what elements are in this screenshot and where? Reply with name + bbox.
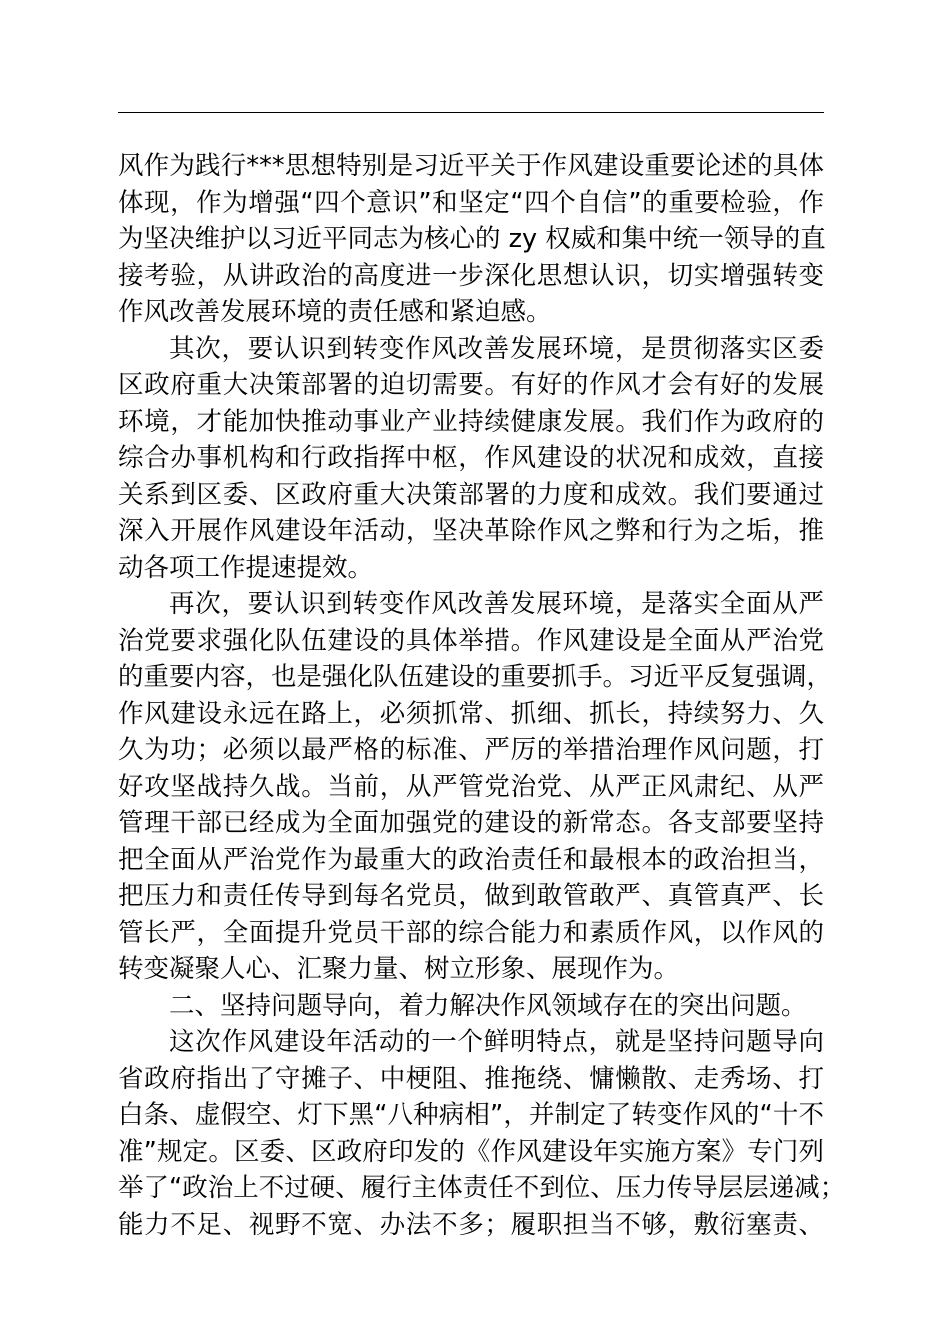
text-line: 这次作风建设年活动的一个鲜明特点，就是坚持问题导向 [169, 1027, 824, 1057]
text-line: 其次，要认识到转变作风改善发展环境，是贯彻落实区委 [169, 333, 824, 364]
text-line: 把全面从严治党作为最重大的政治责任和最根本的政治担当， [118, 844, 824, 875]
text-line: 为坚决维护以习近平同志为核心的 zy 权威和集中统一领导的直 [118, 224, 826, 254]
text-line: 深入开展作风建设年活动，坚决革除作风之弊和行为之垢，推 [118, 516, 824, 546]
header-rule [118, 112, 824, 113]
text-line: 省政府指出了守摊子、中梗阻、推拖绕、慵懒散、走秀场、打 [118, 1063, 824, 1094]
text-line: 准”规定。区委、区政府印发的《作风建设年实施方案》专门列 [118, 1136, 824, 1167]
text-line: 作风建设永远在路上，必须抓常、抓细、抓长，持续努力、久 [118, 698, 824, 729]
text-line: 区政府重大决策部署的迫切需要。有好的作风才会有好的发展 [118, 370, 824, 400]
text-line: 体现，作为增强“四个意识”和坚定“四个自信”的重要检验，作 [118, 187, 824, 218]
text-line: 的重要内容，也是强化队伍建设的重要抓手。习近平反复强调， [118, 662, 833, 692]
text-line: 动各项工作提速提效。 [118, 552, 374, 583]
text-line: 转变凝聚人心、汇聚力量、树立形象、展现作为。 [118, 954, 680, 984]
text-line: 管长严，全面提升党员干部的综合能力和素质作风，以作风的 [118, 917, 824, 948]
text-line: 白条、虚假空、灯下黑“八种病相”，并制定了转变作风的“十不 [118, 1100, 824, 1130]
text-line: 风作为践行***思想特别是习近平关于作风建设重要论述的具体 [118, 151, 824, 181]
text-line: 作风改善发展环境的责任感和紧迫感。 [118, 297, 552, 327]
text-line: 接考验，从讲政治的高度进一步深化思想认识，切实增强转变 [118, 260, 824, 291]
text-line: 治党要求强化队伍建设的具体举措。作风建设是全面从严治党 [118, 625, 824, 656]
text-line: 把压力和责任传导到每名党员，做到敢管敢严、真管真严、长 [118, 881, 824, 911]
text-line: 二、坚持问题导向，着力解决作风领域存在的突出问题。 [169, 990, 807, 1021]
text-line: 管理干部已经成为全面加强党的建设的新常态。各支部要坚持 [118, 808, 824, 838]
text-line: 久为功；必须以最严格的标准、严厉的举措治理作风问题，打 [118, 735, 824, 765]
text-line: 综合办事机构和行政指挥中枢，作风建设的状况和成效，直接 [118, 443, 824, 473]
text-line: 再次，要认识到转变作风改善发展环境，是落实全面从严 [169, 589, 824, 619]
text-line: 好攻坚战持久战。当前，从严管党治党、从严正风肃纪、从严 [118, 771, 824, 802]
text-line: 举了“政治上不过硬、履行主体责任不到位、压力传导层层递减； [118, 1173, 846, 1203]
text-line: 能力不足、视野不宽、办法不多；履职担当不够，敷衍塞责、 [118, 1209, 824, 1240]
text-line: 环境，才能加快推动事业产业持续健康发展。我们作为政府的 [118, 406, 824, 437]
text-line: 关系到区委、区政府重大决策部署的力度和成效。我们要通过 [118, 479, 824, 510]
document-body [118, 148, 846, 1243]
